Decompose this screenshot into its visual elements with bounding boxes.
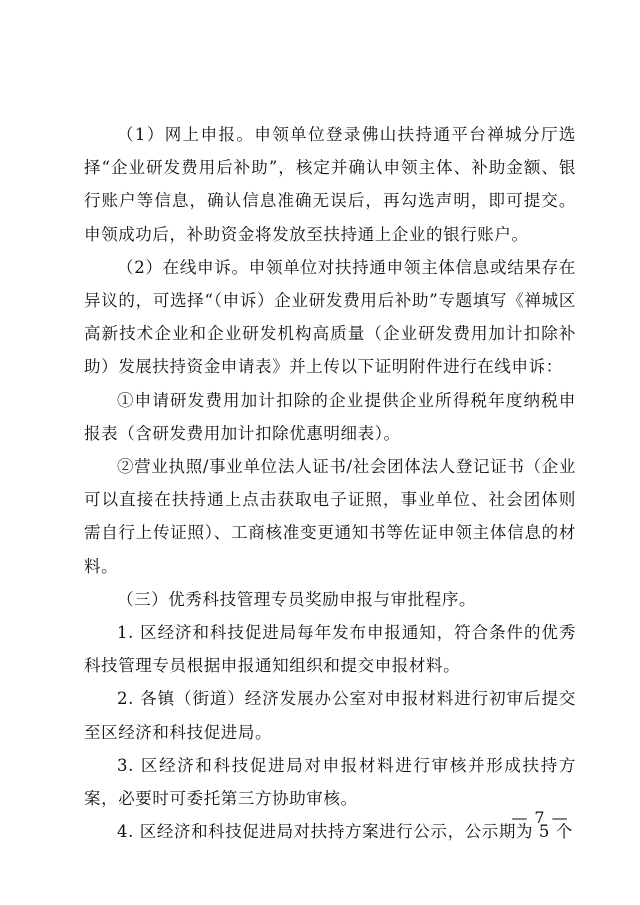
paragraph-step-4: 4. 区经济和科技促进局对扶持方案进行公示，公示期为 5 个 bbox=[117, 822, 573, 842]
paragraph-step-1: 1. 区经济和科技促进局每年发布申报通知，符合条件的优秀科技管理专员根据申报通知组织和提交申报材料。 bbox=[84, 623, 576, 676]
section-heading-tech-specialist: （三）优秀科技管理专员奖励申报与审批程序。 bbox=[117, 589, 477, 609]
page-number: — 7 — bbox=[511, 808, 569, 827]
paragraph-appeal-item-2: ②营业执照/事业单位法人证书/社会团体法人登记证书（企业可以直接在扶持通上点击获取电子证照，事业单位、社会团体则需自行上传证照）、工商核准变更通知书等佐证申领主体信息的材料。 bbox=[84, 457, 576, 576]
paragraph-online-application: （1）网上申报。申领单位登录佛山扶持通平台禅城分厅选择“企业研发费用后补助”，核定并确认申领主体、补助金额、银行账户等信息，确认信息准确无误后，再勾选声明，即可提交。申领成功后，补助资金将发放至扶持通上企业的银行账户。 bbox=[84, 125, 576, 244]
paragraph-step-2: 2. 各镇（街道）经济发展办公室对申报材料进行初审后提交至区经济和科技促进局。 bbox=[84, 689, 576, 742]
paragraph-online-appeal: （2）在线申诉。申领单位对扶持通申领主体信息或结果存在异议的，可选择“（申诉）企业研发费用后补助”专题填写《禅城区高新技术企业和企业研发机构高质量（企业研发费用加计扣除补助）发展扶持资金申请表》并上传以下证明附件进行在线申诉： bbox=[84, 257, 576, 377]
paragraph-step-3: 3. 区经济和科技促进局对申报材料进行审核并形成扶持方案，必要时可委托第三方协助审核。 bbox=[84, 755, 576, 809]
paragraph-appeal-item-1: ①申请研发费用加计扣除的企业提供企业所得税年度纳税申报表（含研发费用加计扣除优惠明细表）。 bbox=[84, 390, 576, 443]
body-text bbox=[84, 118, 576, 848]
